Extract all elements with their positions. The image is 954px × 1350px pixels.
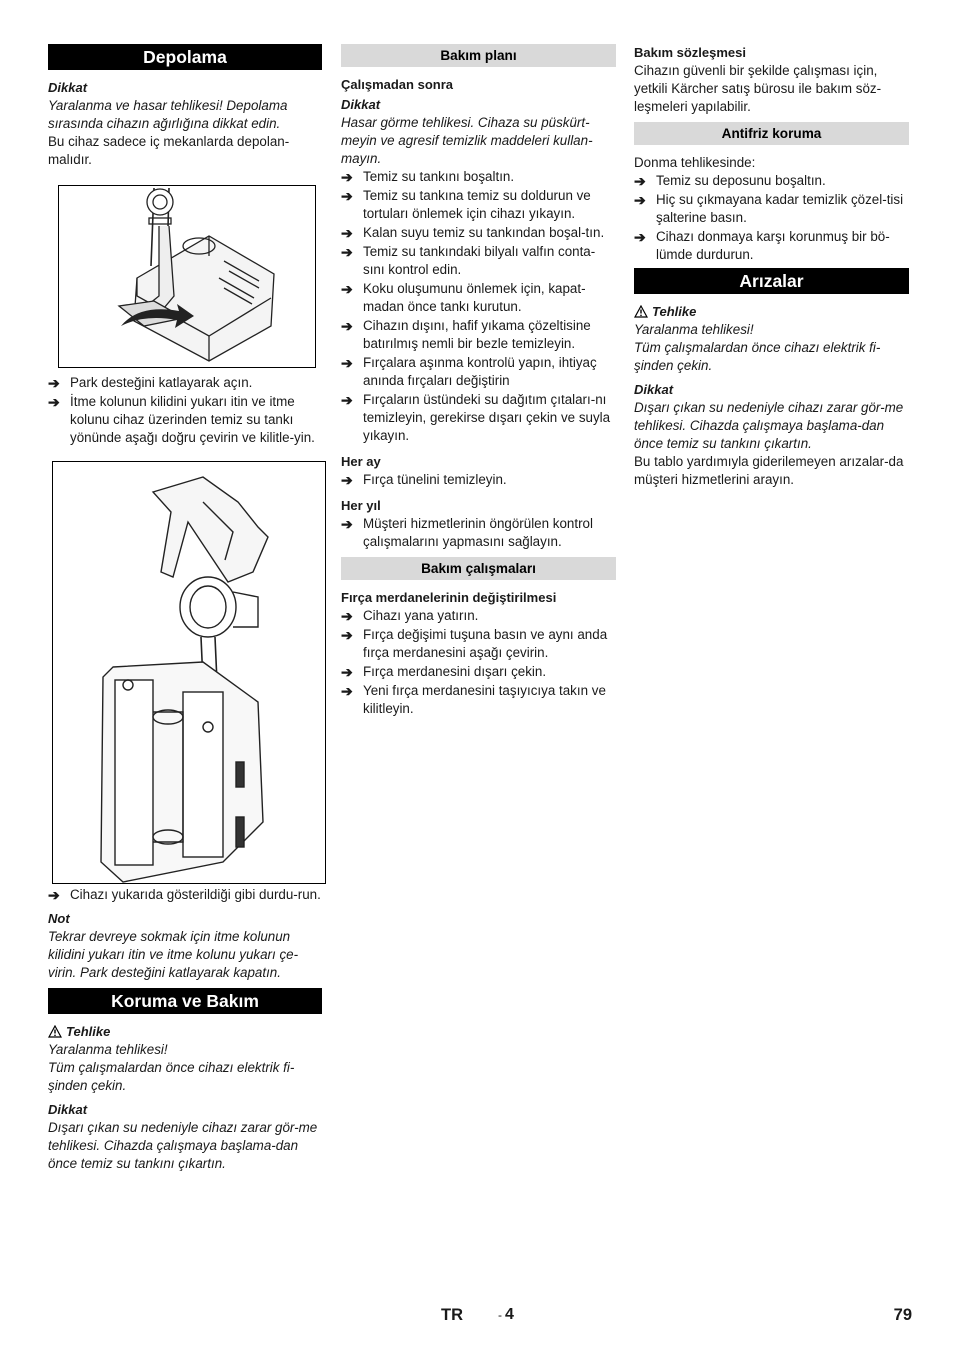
- dikkat-heading: Dikkat: [48, 80, 88, 95]
- list-item: ➔ Müşteri hizmetlerinin öngörülen kontrol çalışmalarını yapmasını sağlayın.: [341, 516, 593, 549]
- arrow-icon: ➔: [341, 225, 353, 241]
- table-reference-text: Bu tablo yardımıyla giderilemeyen arızalar-da müşteri hizmetlerini arayın.: [634, 454, 904, 487]
- machine-folded-illustration: [53, 462, 325, 883]
- arrow-icon: ➔: [48, 394, 60, 410]
- dikkat-heading: Dikkat: [634, 382, 674, 397]
- brush-change-steps: [341, 607, 616, 718]
- list-item: ➔ Temiz su deposunu boşaltın.: [634, 173, 826, 189]
- column-right: [634, 44, 909, 489]
- list-item: ➔ Cihazı yukarıda gösterildiği gibi durdu-run.: [48, 887, 321, 903]
- arrow-icon: ➔: [341, 318, 353, 334]
- column-left: [48, 44, 322, 1173]
- figure-park-stand: [58, 185, 316, 368]
- arrow-icon: ➔: [341, 683, 353, 699]
- warning-triangle-icon: [634, 305, 648, 318]
- frost-intro: Donma tehlikesinde:: [634, 155, 756, 170]
- storage-steps-b: [48, 886, 322, 904]
- arrow-icon: ➔: [48, 887, 60, 903]
- list-item: ➔ Temiz su tankını boşaltın.: [341, 169, 515, 185]
- tehlike-text-2: Tüm çalışmalardan önce cihazı elektrik fi-şinden çekin.: [48, 1060, 295, 1093]
- arrow-icon: ➔: [48, 375, 60, 391]
- list-item: ➔ Fırça tünelini temizleyin.: [341, 472, 507, 488]
- section-title-bakim-calismalari: Bakım çalışmaları: [341, 557, 616, 580]
- list-item: ➔ Fırça merdanesini dışarı çekin.: [341, 664, 547, 680]
- dikkat-text: Dışarı çıkan su nedeniyle cihazı zarar gör-me tehlikesi. Cihazda çalışmaya başlama-dan önce temiz su tankını çıkartın.: [634, 400, 904, 451]
- page-number: 79: [893, 1306, 912, 1324]
- list-item: ➔ Fırçaların üstündeki su dağıtım çıtaları-nı temizleyin, gerekirse dışarı çekin ve suyla yıkayın.: [341, 392, 611, 443]
- arrow-icon: ➔: [341, 392, 353, 408]
- yearly-heading: Her yıl: [341, 498, 381, 513]
- arrow-icon: ➔: [634, 229, 646, 245]
- list-item: ➔ Cihazı yana yatırın.: [341, 608, 479, 624]
- dikkat2-heading: Dikkat: [48, 1102, 88, 1117]
- dikkat-text: Yaralanma ve hasar tehlikesi! Depolama sırasında cihazın ağırlığına dikkat edin.: [48, 98, 288, 131]
- storage-steps-a: [48, 374, 322, 447]
- section-title-depolama: Depolama: [48, 44, 322, 70]
- tehlike-text-2: Tüm çalışmalardan önce cihazı elektrik fi-şinden çekin.: [634, 340, 881, 373]
- contract-text: Cihazın güvenli bir şekilde çalışması için, yetkili Kärcher satış bürosu ile bakım söz-leşmeleri yapılabilir.: [634, 63, 882, 114]
- list-item: ➔ Hiç su çıkmayana kadar temizlik çözel-tisi şalterine basın.: [634, 192, 904, 225]
- arrow-icon: ➔: [341, 355, 353, 371]
- page-footer: [0, 1306, 954, 1330]
- list-item: ➔ İtme kolunun kilidini yukarı itin ve itme kolunu cihaz üzerinden temiz su tankı yönünde aşağı doğru çevirin ve kilitle-yin.: [48, 394, 315, 445]
- tehlike-heading: Tehlike: [48, 1023, 322, 1041]
- after-work-steps: [341, 168, 616, 445]
- arrow-icon: ➔: [634, 173, 646, 189]
- list-item: ➔ Fırça değişimi tuşuna basın ve aynı anda fırça merdanesini aşağı çevirin.: [341, 627, 608, 660]
- list-item: ➔ Cihazın dışını, hafif yıkama çözeltisine batırılmış nemli bir bezle temizleyin.: [341, 318, 591, 351]
- dikkat2-text: Dışarı çıkan su nedeniyle cihazı zarar gör-me tehlikesi. Cihazda çalışmaya başlama-dan önce temiz su tankını çıkartın.: [48, 1120, 318, 1171]
- list-item: ➔ Kalan suyu temiz su tankından boşal-tın.: [341, 225, 605, 241]
- column-middle: [341, 44, 616, 719]
- contract-heading: Bakım sözleşmesi: [634, 45, 747, 60]
- list-item: ➔ Yeni fırça merdanesini taşıyıcıya takın ve kilitleyin.: [341, 683, 606, 716]
- section-title-arizalar: Arızalar: [634, 268, 909, 294]
- yearly-steps: [341, 515, 616, 551]
- figure-folded-handle: [52, 461, 326, 884]
- tehlike-text-1: Yaralanma tehlikesi!: [48, 1042, 168, 1057]
- arrow-icon: ➔: [341, 664, 353, 680]
- arrow-icon: ➔: [341, 244, 353, 260]
- dikkat-text: Hasar görme tehlikesi. Cihaza su püskürt-meyin ve agresif temizlik maddeleri kullan-mayın.: [341, 115, 593, 166]
- brush-change-heading: Fırça merdanelerinin değiştirilmesi: [341, 590, 557, 605]
- monthly-steps: [341, 471, 616, 489]
- monthly-heading: Her ay: [341, 454, 381, 469]
- arrow-icon: ➔: [634, 192, 646, 208]
- dikkat-heading: Dikkat: [341, 97, 381, 112]
- arrow-icon: ➔: [341, 516, 353, 532]
- list-item: ➔ Cihazı donmaya karşı korunmuş bir bö-lümde durdurun.: [634, 229, 890, 262]
- warning-triangle-icon: [48, 1025, 62, 1038]
- not-text: Tekrar devreye sokmak için itme kolunun kilidini yukarı itin ve itme kolunu yukarı çe-virin. Park desteğini katlayarak kapatın.: [48, 929, 299, 980]
- section-title-bakim-plani: Bakım planı: [341, 44, 616, 67]
- language-code: TR: [441, 1306, 463, 1324]
- storage-intro: Bu cihaz sadece iç mekanlarda depolan-malıdır.: [48, 134, 290, 167]
- list-item: ➔ Park desteğini katlayarak açın.: [48, 375, 253, 391]
- arrow-icon: ➔: [341, 169, 353, 185]
- tehlike-text-1: Yaralanma tehlikesi!: [634, 322, 754, 337]
- frost-steps: [634, 172, 909, 264]
- list-item: ➔ Fırçalara aşınma kontrolü yapın, ihtiyaç anında fırçaları değiştirin: [341, 355, 597, 388]
- arrow-icon: ➔: [341, 608, 353, 624]
- section-title-koruma: Koruma ve Bakım: [48, 988, 322, 1014]
- list-item: ➔ Temiz su tankındaki bilyalı valfın conta-sını kontrol edin.: [341, 244, 596, 277]
- arrow-icon: ➔: [341, 472, 353, 488]
- section-page: - 4: [498, 1306, 514, 1323]
- after-work-heading: Çalışmadan sonra: [341, 77, 453, 92]
- arrow-icon: ➔: [341, 188, 353, 204]
- arrow-icon: ➔: [341, 281, 353, 297]
- list-item: ➔ Koku oluşumunu önlemek için, kapat-madan önce tankı kurutun.: [341, 281, 586, 314]
- section-title-antifriz: Antifriz koruma: [634, 122, 909, 145]
- not-heading: Not: [48, 911, 70, 926]
- list-item: ➔ Temiz su tankına temiz su doldurun ve tortuları önlemek için cihazı yıkayın.: [341, 188, 591, 221]
- machine-bottom-illustration: [59, 186, 315, 367]
- arrow-icon: ➔: [341, 627, 353, 643]
- tehlike-heading: Tehlike: [634, 303, 909, 321]
